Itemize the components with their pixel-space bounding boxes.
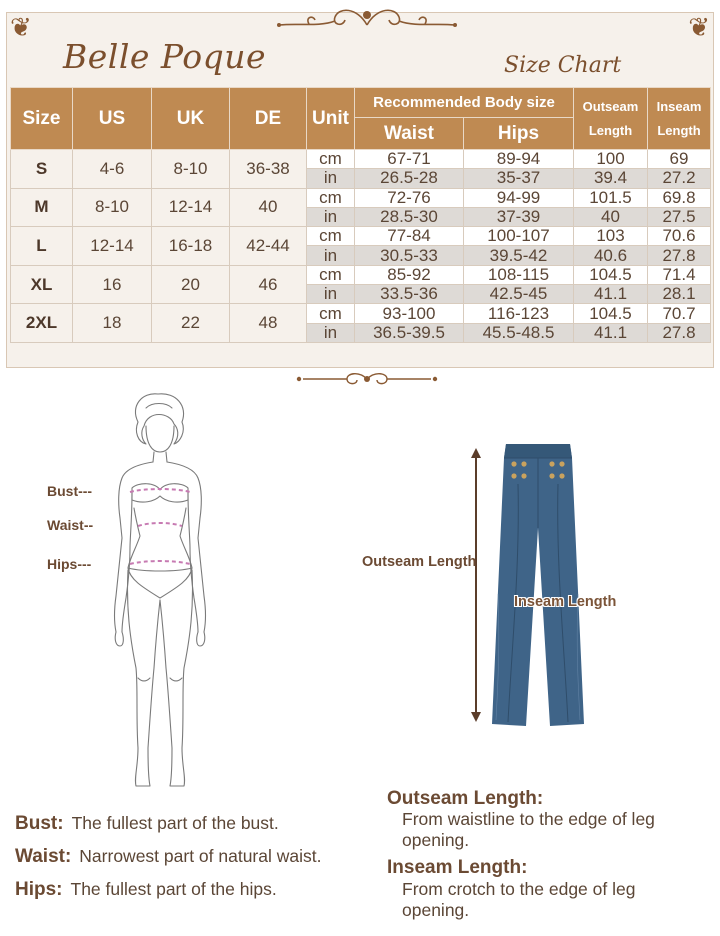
outseam-text-line1: From waistline to the edge of leg (402, 809, 655, 829)
size-cell: S (11, 150, 73, 189)
body-figure-illustration (100, 388, 220, 794)
size-cell: M (11, 188, 73, 227)
de-cell: 42-44 (230, 227, 307, 266)
inseam-cell: 70.6 (648, 227, 711, 246)
corner-ornament-icon: ❦ (10, 13, 32, 43)
table-row (11, 188, 711, 207)
header-uk: UK (152, 88, 230, 150)
header-recommended-body-size: Recommended Body size (355, 88, 574, 118)
inseam-text-line2: opening. (402, 900, 470, 920)
uk-cell: 12-14 (152, 188, 230, 227)
inseam-cell: 28.1 (648, 285, 711, 304)
bust-text: The fullest part of the bust. (71, 813, 279, 833)
uk-cell: 16-18 (152, 227, 230, 266)
waist-cell: 93-100 (355, 304, 464, 323)
waist-definition (15, 846, 321, 868)
header-outseam-length: Outseam Length (574, 88, 648, 150)
table-row (11, 265, 711, 284)
outseam-cell: 41.1 (574, 323, 648, 342)
inseam-cell: 27.2 (648, 169, 711, 188)
hips-definition (15, 879, 277, 901)
page-title: Size Chart (504, 53, 622, 78)
corner-ornament-icon: ❦ (688, 13, 710, 43)
scroll-ornament-icon (269, 3, 465, 33)
outseam-cell: 100 (574, 150, 648, 169)
outseam-cell: 101.5 (574, 188, 648, 207)
unit-cell: cm (307, 265, 355, 284)
hips-cell: 100-107 (464, 227, 574, 246)
hips-text: The fullest part of the hips. (70, 879, 277, 899)
inseam-cell: 71.4 (648, 265, 711, 284)
waist-cell: 85-92 (355, 265, 464, 284)
outseam-cell: 104.5 (574, 304, 648, 323)
unit-cell: cm (307, 150, 355, 169)
unit-cell: in (307, 285, 355, 304)
header-de: DE (230, 88, 307, 150)
size-cell: L (11, 227, 73, 266)
table-row (11, 150, 711, 169)
brand-logo: Belle Poque (63, 37, 267, 76)
hips-term: Hips: (15, 879, 63, 900)
de-cell: 46 (230, 265, 307, 304)
us-cell: 8-10 (73, 188, 152, 227)
hips-cell: 39.5-42 (464, 246, 574, 265)
waist-cell: 72-76 (355, 188, 464, 207)
header-waist: Waist (355, 118, 464, 150)
bust-definition (15, 813, 279, 835)
de-cell: 36-38 (230, 150, 307, 189)
uk-cell: 8-10 (152, 150, 230, 189)
size-cell: 2XL (11, 304, 73, 343)
hips-cell: 108-115 (464, 265, 574, 284)
outseam-cell: 104.5 (574, 265, 648, 284)
hips-cell: 35-37 (464, 169, 574, 188)
jeans-illustration (488, 444, 588, 730)
waist-cell: 30.5-33 (355, 246, 464, 265)
header-inseam-length: Inseam Length (648, 88, 711, 150)
inseam-term: Inseam Length: (387, 857, 528, 878)
uk-cell: 20 (152, 265, 230, 304)
bust-term: Bust: (15, 813, 64, 834)
hips-cell: 42.5-45 (464, 285, 574, 304)
outseam-cell: 39.4 (574, 169, 648, 188)
outseam-arrow-icon (470, 448, 482, 722)
waist-cell: 26.5-28 (355, 169, 464, 188)
hips-cell: 45.5-48.5 (464, 323, 574, 342)
unit-cell: in (307, 323, 355, 342)
waist-text: Narrowest part of natural waist. (79, 846, 322, 866)
us-cell: 4-6 (73, 150, 152, 189)
hips-cell: 116-123 (464, 304, 574, 323)
unit-cell: cm (307, 304, 355, 323)
bust-label: Bust--- (47, 483, 93, 499)
outseam-text-line2: opening. (402, 830, 470, 850)
header-hips: Hips (464, 118, 574, 150)
table-row (11, 227, 711, 246)
outseam-length-label: Outseam Length (362, 554, 477, 570)
inseam-cell: 69.8 (648, 188, 711, 207)
waist-cell: 77-84 (355, 227, 464, 246)
size-table (10, 87, 711, 343)
us-cell: 16 (73, 265, 152, 304)
hips-cell: 89-94 (464, 150, 574, 169)
inseam-cell: 27.5 (648, 207, 711, 226)
outseam-cell: 40.6 (574, 246, 648, 265)
waist-term: Waist: (15, 846, 72, 867)
scroll-ornament-icon (289, 369, 445, 389)
inseam-cell: 70.7 (648, 304, 711, 323)
size-cell: XL (11, 265, 73, 304)
waist-cell: 33.5-36 (355, 285, 464, 304)
outseam-cell: 40 (574, 207, 648, 226)
us-cell: 12-14 (73, 227, 152, 266)
waist-cell: 28.5-30 (355, 207, 464, 226)
outseam-cell: 41.1 (574, 285, 648, 304)
inseam-length-label: Inseam Length (514, 594, 617, 610)
de-cell: 40 (230, 188, 307, 227)
header-us: US (73, 88, 152, 150)
outseam-term: Outseam Length: (387, 788, 544, 809)
de-cell: 48 (230, 304, 307, 343)
hips-cell: 37-39 (464, 207, 574, 226)
outseam-cell: 103 (574, 227, 648, 246)
header-size: Size (11, 88, 73, 150)
hips-label: Hips--- (47, 556, 92, 572)
uk-cell: 22 (152, 304, 230, 343)
inseam-cell: 69 (648, 150, 711, 169)
inseam-cell: 27.8 (648, 246, 711, 265)
waist-cell: 36.5-39.5 (355, 323, 464, 342)
waist-cell: 67-71 (355, 150, 464, 169)
unit-cell: in (307, 169, 355, 188)
waist-label: Waist-- (47, 517, 94, 533)
unit-cell: cm (307, 188, 355, 207)
unit-cell: cm (307, 227, 355, 246)
inseam-text-line1: From crotch to the edge of leg (402, 879, 636, 899)
unit-cell: in (307, 246, 355, 265)
hips-cell: 94-99 (464, 188, 574, 207)
unit-cell: in (307, 207, 355, 226)
table-row (11, 304, 711, 323)
us-cell: 18 (73, 304, 152, 343)
header-unit: Unit (307, 88, 355, 150)
inseam-cell: 27.8 (648, 323, 711, 342)
